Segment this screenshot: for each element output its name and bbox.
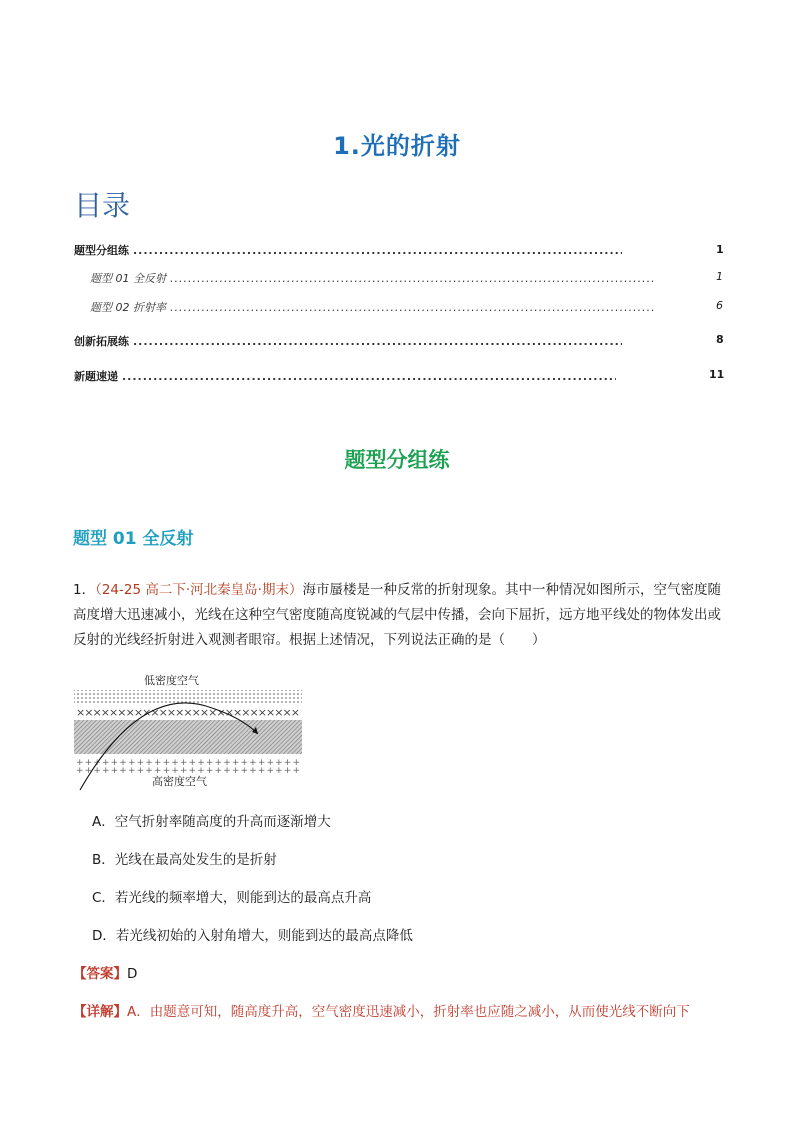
toc-item-label: 题型 01 全反射 — [90, 272, 166, 285]
option-d[interactable]: D．若光线初始的入射角增大，则能到达的最高点降低 — [92, 928, 413, 944]
toc-item-new-questions[interactable] — [74, 368, 620, 384]
toc-item-page: 1 — [716, 270, 723, 283]
toc-item-page: 11 — [709, 368, 725, 381]
high-density-label: 高密度空气 — [152, 775, 207, 788]
explanation-line — [73, 1000, 690, 1020]
svg-text:+ + + + + + + + + + + + + + +: + + + + + + + + + + + + + + + + + + + + + + + + + + — [76, 766, 301, 776]
question-1 — [73, 578, 723, 653]
answer-line — [73, 962, 137, 982]
question-text: 海市蜃楼是一种反常的折射现象。其中一种情况如图所示，空气密度随高度增大迅速减小，光线在这种空气密度随高度锐减的气层中传播，会向下屈折，远方地平线处的物体发出或反射的光线经折射进入观测者眼帘。根据上述情况，下列说法正确的是（ ） — [73, 582, 721, 648]
toc-item-label: 题型分组练 — [74, 244, 129, 257]
toc-dot-leader — [133, 335, 622, 348]
mirage-diagram — [72, 672, 304, 794]
option-b[interactable]: B．光线在最高处发生的是折射 — [92, 852, 277, 868]
option-a[interactable]: A．空气折射率随高度的升高而逐渐增大 — [92, 814, 331, 830]
toc-item-page: 6 — [716, 299, 723, 312]
answer-value: D — [127, 966, 138, 982]
toc-item-type-02[interactable] — [90, 299, 658, 315]
toc-heading: 目录 — [74, 189, 131, 222]
low-density-label: 低密度空气 — [144, 674, 199, 687]
toc-dot-leader — [170, 272, 654, 285]
toc-dot-leader — [170, 301, 654, 314]
cross-layer — [76, 706, 300, 719]
type-heading: 题型 01 全反射 — [73, 529, 194, 549]
toc-item-innovation[interactable] — [74, 333, 626, 349]
question-number: 1． — [73, 582, 96, 598]
toc-dot-leader — [122, 370, 616, 383]
section-title: 题型分组练 — [344, 448, 450, 472]
svg-text:+ + + + + + + + + + + + + + +: + + + + + + + + + + + + + + + + + + + + + + + + + + — [76, 758, 301, 768]
option-c[interactable]: C．若光线的频率增大，则能到达的最高点升高 — [92, 890, 372, 906]
toc-item-type-01[interactable] — [90, 270, 658, 286]
answer-tag: 【答案】 — [73, 966, 127, 982]
toc-item-page: 1 — [716, 243, 724, 256]
explanation-tag: 【详解】 — [73, 1004, 127, 1020]
toc-item-page: 8 — [716, 333, 724, 346]
dotted-layer — [74, 690, 302, 704]
svg-text:×××××××××××××××××××××××××××: ××××××××××××××××××××××××××× — [76, 706, 300, 719]
toc-item-label: 创新拓展练 — [74, 335, 129, 348]
toc-item-label: 新题速递 — [74, 370, 118, 383]
document-title: 1.光的折射 — [333, 132, 461, 160]
question-source: （24-25 高二下·河北秦皇岛·期末） — [95, 582, 303, 598]
plus-layer — [76, 758, 300, 776]
toc-item-group-practice[interactable] — [74, 242, 626, 258]
toc-item-label: 题型 02 折射率 — [90, 301, 166, 314]
explanation-text: A．由题意可知，随高度升高，空气密度迅速减小，折射率也应随之减小，从而使光线不断向下 — [127, 1004, 690, 1020]
toc-dot-leader — [133, 244, 622, 257]
